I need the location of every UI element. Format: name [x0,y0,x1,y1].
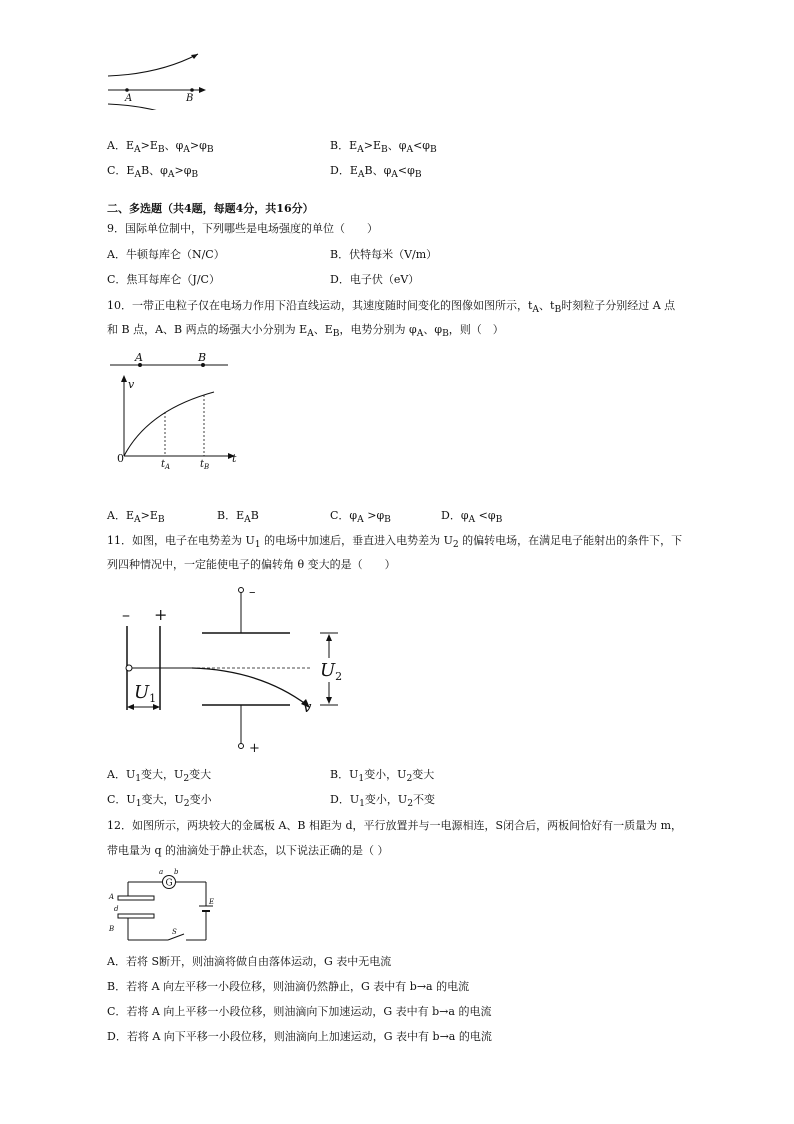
electron-trajectory [192,668,307,705]
section-heading: 二、多选题（共4题，每题4分，共16分） [107,202,314,215]
q11-stem-line1: 11．如图，电子在电势差为 $U_1$ 的电场中加速后，垂直进入电势差为 $U_2$ 的偏转电场，在满足电子能射出的条件下，下 [107,534,683,551]
point-b-dot [190,88,194,92]
q12-option-a[interactable]: A．若将 S断开，则油滴将做自由落体运动，G 表中无电流 [107,955,392,968]
velocity-curve [124,392,214,456]
point-a-dot [125,88,129,92]
electron-source [126,665,132,671]
point-a-label: A [125,93,133,104]
q9-option-c[interactable]: C．焦耳每库仑（J/C） [107,273,220,286]
q10-option-a[interactable]: A．$E_A>E_B$ [107,509,165,526]
q10-option-b[interactable]: B．$E_AB$ [217,509,259,526]
q11-option-a[interactable]: A．$U_1$变大，$U_2$变大 [107,768,212,785]
switch-label: S [172,928,177,936]
battery-label: E [209,898,215,906]
plate-b-label: B [109,925,115,933]
q12-option-d[interactable]: D．若将 A 向下平移一小段位移，则油滴向上加速运动，G 表中有 b→a 的电流 [107,1030,492,1043]
top-minus-sign: – [249,585,256,600]
q9-option-a[interactable]: A．牛顿每库仑（N/C） [107,248,225,261]
galvanometer-a-label: a [159,868,164,876]
q11-option-d[interactable]: D．$U_1$变小，$U_2$不变 [330,793,436,810]
left-minus-sign: – [122,605,130,624]
position-b-label: B [198,351,207,364]
bottom-plus-sign: + [249,741,260,756]
tb-label: $t_B$ [200,459,210,471]
galvanometer-label: G [165,878,173,889]
ta-label: $t_A$ [161,459,171,471]
lower-field-line [108,104,198,110]
q10-option-c[interactable]: C．$\varphi_A >\varphi_B$ [330,509,391,526]
q9-stem: 9．国际单位制中，下列哪些是电场强度的单位（ ） [107,222,378,235]
velocity-label: v [303,698,312,716]
q11-option-c[interactable]: C．$U_1$变大，$U_2$变小 [107,793,212,810]
q12-stem-line1: 12．如图所示，两块较大的金属板 A、B 相距为 d，平行放置并与一电源相连，S闭合后，两板间恰好有一质量为 m， [107,819,683,832]
q10-stem-line1: 10．一带正电粒子仅在电场力作用下沿直线运动，其速度随时间变化的图像如图所示，$t_A$、$t_B$时刻粒子分别经过 A 点 [107,299,676,316]
distance-label: d [114,905,119,913]
q10-option-d[interactable]: D．$\varphi_A <\varphi_B$ [441,509,503,526]
q12-stem-line2: 带电量为 q 的油滴处于静止状态，以下说法正确的是（ ） [107,844,389,857]
point-b-label: B [186,93,194,104]
q9-option-d[interactable]: D．电子伏（eV） [330,273,420,286]
q12-option-c[interactable]: C．若将 A 向上平移一小段位移，则油滴向下加速运动，G 表中有 b→a 的电流 [107,1005,492,1018]
bottom-terminal [239,744,244,749]
q8-option-d[interactable]: D．$E_AB$、$\varphi_A<\varphi_B$ [330,164,422,181]
q11-option-b[interactable]: B．$U_1$变小，$U_2$变大 [330,768,435,785]
q8-option-c[interactable]: C．$E_AB$、$\varphi_A>\varphi_B$ [107,164,199,181]
plate-a [118,896,154,900]
t-axis-label: t [232,452,237,465]
field-lines-figure [100,48,220,110]
deflection-field-figure [110,578,380,758]
q10-stem-line2: 和 B 点，A、B 两点的场强大小分别为 $E_A$、$E_B$，电势分别为 $\varphi_A$、$\varphi_B$，则（ ） [107,323,504,340]
u2-label: $U_2$ [320,660,343,683]
q8-option-a[interactable]: A．$E_A>E_B$、$\varphi_A>\varphi_B$ [107,139,214,156]
capacitor-circuit-figure [108,866,218,946]
q11-stem-line2: 列四种情况中，一定能使电子的偏转角 θ 变大的是（ ） [107,558,396,571]
u1-label: $U_1$ [134,682,157,705]
plate-b [118,914,154,918]
q12-option-b[interactable]: B．若将 A 向左平移一小段位移，则油滴仍然静止，G 表中有 b→a 的电流 [107,980,470,993]
galvanometer-b-label: b [174,868,179,876]
plate-a-label: A [109,893,115,901]
q8-option-b[interactable]: B．$E_A>E_B$、$\varphi_A<\varphi_B$ [330,139,437,156]
q9-option-b[interactable]: B．伏特每米（V/m） [330,248,438,261]
origin-label: 0 [117,452,124,465]
left-plus-sign: + [154,605,168,624]
top-terminal [239,588,244,593]
position-a-label: A [135,351,143,364]
velocity-time-graph [108,348,248,473]
v-axis-label: v [128,378,135,391]
upper-field-line [108,54,198,76]
